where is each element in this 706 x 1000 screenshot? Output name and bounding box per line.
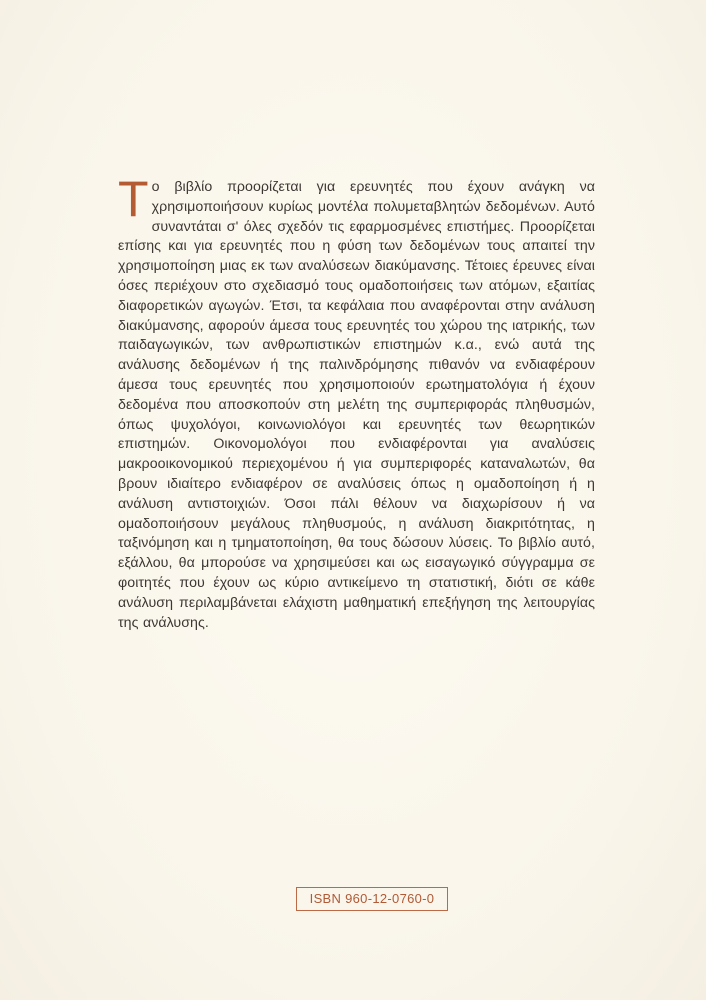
back-cover-blurb [118,171,595,633]
isbn-box: ISBN 960-12-0760-0 [296,887,448,911]
blurb-text: ο βιβλίο προορίζεται για ερευνητές που έχουν ανάγκη να χρησιμοποιήσουν κυρίως μοντέλα πολυμεταβλητών δεδομένων. Αυτό συναντάται σ' όλες σχεδόν τις εφαρμοσμένες επιστήμες. Προορίζεται επίσης και για ερευνητές που η φύση των δεδομένων τους απαιτεί την χρησιμοποίηση μιας εκ των αναλύσεων διακύμανσης. Τέτοιες έρευνες είναι όσες περιέχουν στο σχεδιασμό τους ομαδοποιήσεις των ατόμων, εξαιτίας διαφορετικών αγωγών. Έτσι, τα κεφάλαια που αναφέρονται στην ανάλυση διακύμανσης, αφορούν άμεσα τους ερευνητές του χώρου της ιατρικής, των παιδαγωγικών, των ανθρωπιστικών επιστημών κ.α., ενώ αυτά της ανάλυσης δεδομένων ή της παλινδρόμησης πιθανόν να ενδιαφέρουν άμεσα τους ερευνητές που χρησιμοποιούν ερωτηματολόγια ή έχουν δεδομένα που αποσκοπούν στη μελέτη της συμπεριφοράς πληθυσμών, όπως ψυχολόγοι, κοινωνιολόγοι και ερευνητές των θεωρητικών επιστημών. Οικονομολόγοι που ενδιαφέρονται για αναλύσεις μακροοικονομικού περιεχομένου ή για συμπεριφορές καταναλωτών, θα βρουν ιδιαίτερο ενδιαφέρον σε αναλύσεις όπως η ομαδοποίηση ή η ανάλυση αντιστοιχιών. Όσοι πάλι θέλουν να διαχωρίσουν ή να ομαδοποιήσουν μεγάλους πληθυσμούς, η ανάλυση διακριτότητας, η ταξινόμηση και η τμηματοποίηση, θα τους δώσουν λύσεις. Το βιβλίο αυτό, εξάλλου, θα μπορούσε να χρησιμεύσει και ως εισαγωγικό σύγγραμμα σε φοιτητές που έχουν ως κύριο αντικείμενο τη στατιστική, διότι σε κάθε ανάλυση περιλαμβάνεται ελάχιστη μαθηματική επεξήγηση της λειτουργίας της ανάλυσης. [118,179,595,631]
drop-cap: Τ [118,171,149,227]
